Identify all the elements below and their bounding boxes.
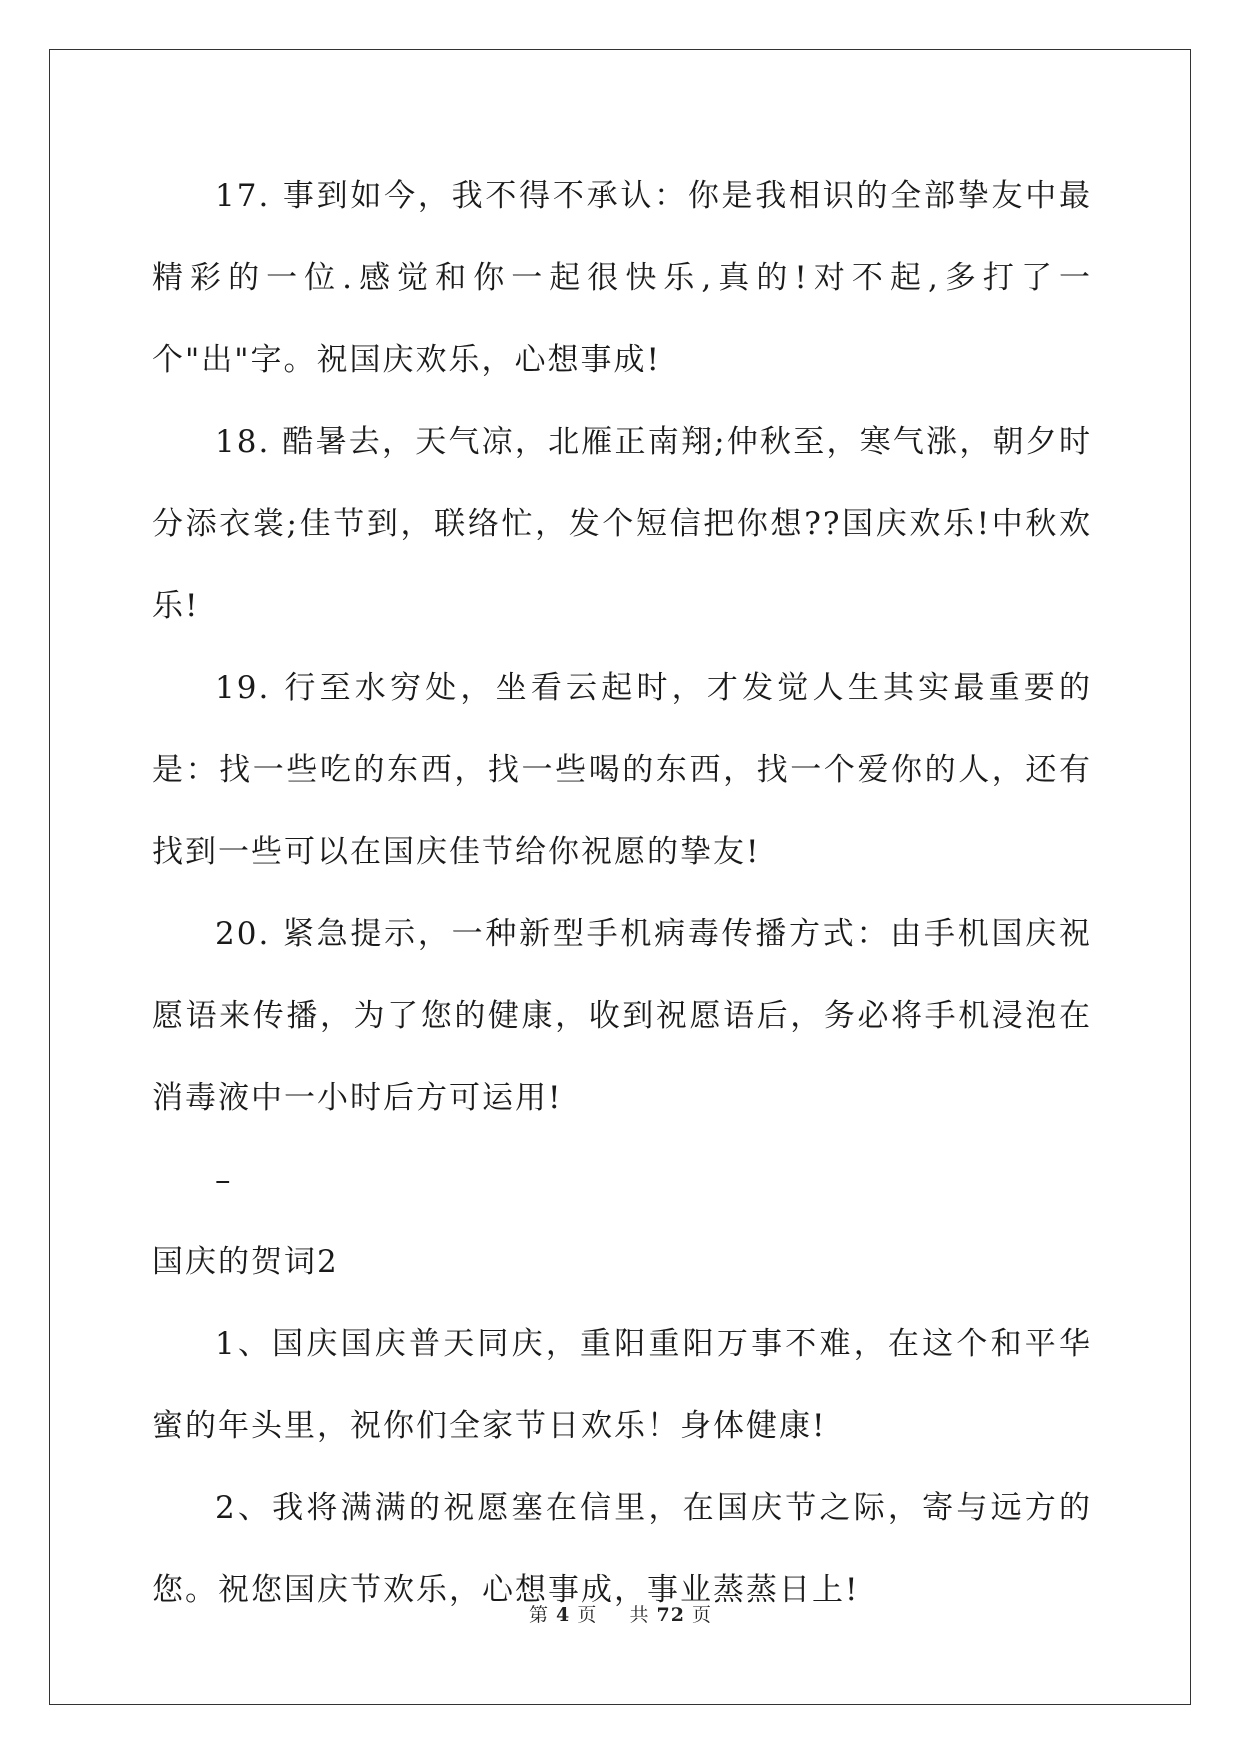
total-label-suffix: 页 [692, 1604, 713, 1626]
page-label-suffix: 页 [577, 1604, 598, 1626]
paragraph-20: 20. 紧急提示，一种新型手机病毒传播方式：由手机国庆祝愿语来传播，为了您的健康，收到祝愿语后，务必将手机浸泡在消毒液中一小时后方可运用! [152, 916, 1092, 1116]
section-heading: 国庆的贺词2 [152, 1244, 339, 1280]
greeting-1: 1、国庆国庆普天同庆，重阳重阳万事不难，在这个和平华蜜的年头里，祝你们全家节日欢乐！身体健康! [152, 1326, 1092, 1444]
separator-mark: – [215, 1162, 233, 1198]
page-footer [0, 1600, 1241, 1627]
page-number: 4 [556, 1604, 571, 1626]
document-body [152, 155, 1092, 1631]
paragraph-19: 19. 行至水穷处，坐看云起时，才发觉人生其实最重要的是：找一些吃的东西，找一些喝的东西，找一个爱你的人，还有找到一些可以在国庆佳节给你祝愿的挚友! [152, 670, 1092, 870]
total-pages: 72 [656, 1604, 685, 1626]
paragraph-17: 17. 事到如今，我不得不承认：你是我相识的全部挚友中最精彩的一位.感觉和你一起很快乐,真的!对不起,多打了一个"出"字。祝国庆欢乐，心想事成! [152, 178, 1092, 378]
page-label-prefix: 第 [528, 1604, 549, 1626]
total-label-prefix: 共 [629, 1604, 650, 1626]
greeting-2: 2、我将满满的祝愿塞在信里，在国庆节之际，寄与远方的您。祝您国庆节欢乐，心想事成，事业蒸蒸日上! [152, 1490, 1092, 1608]
paragraph-18: 18. 酷暑去，天气凉，北雁正南翔;仲秋至，寒气涨，朝夕时分添衣裳;佳节到，联络忙，发个短信把你想??国庆欢乐!中秋欢乐! [152, 424, 1092, 624]
